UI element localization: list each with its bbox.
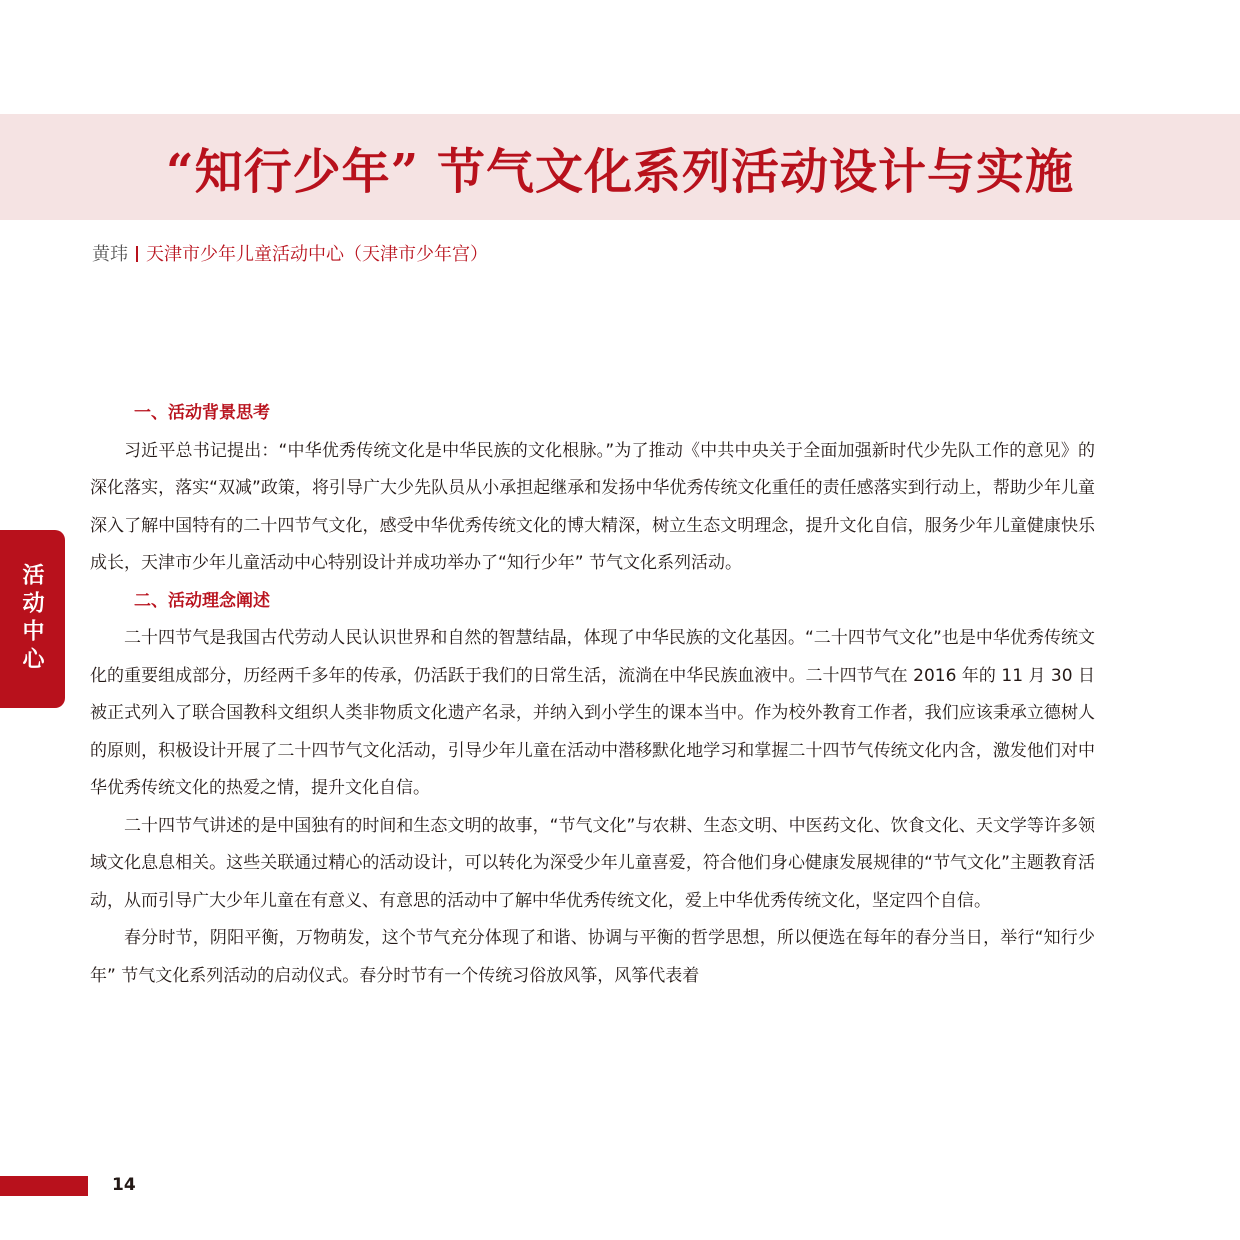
- byline: [92, 240, 488, 266]
- section-heading-background: 一、活动背景思考: [134, 403, 270, 423]
- section-side-tab: [0, 530, 65, 708]
- paragraph-concept-3: 春分时节，阴阳平衡，万物萌发，这个节气充分体现了和谐、协调与平衡的哲学思想，所以便选在每年的春分当日，举行“知行少年” 节气文化系列活动的启动仪式。春分时节有一个传统习俗放风筝，风筝代表着: [90, 928, 1095, 986]
- byline-separator: [136, 246, 138, 262]
- author-organization: 天津市少年儿童活动中心（天津市少年宫）: [146, 244, 488, 265]
- article-title: “知行少年” 节气文化系列活动设计与实施: [166, 143, 1074, 200]
- footer-accent-bar: [0, 1176, 88, 1196]
- page-number: 14: [112, 1175, 136, 1195]
- paragraph-background: 习近平总书记提出：“中华优秀传统文化是中华民族的文化根脉。”为了推动《中共中央关于全面加强新时代少先队工作的意见》的深化落实，落实“双减”政策，将引导广大少先队员从小承担起继承和发扬中华优秀传统文化重任的责任感落实到行动上，帮助少年儿童深入了解中国特有的二十四节气文化，感受中华优秀传统文化的博大精深，树立生态文明理念，提升文化自信，服务少年儿童健康快乐成长，天津市少年儿童活动中心特别设计并成功举办了“知行少年” 节气文化系列活动。: [90, 440, 1095, 573]
- paragraph-concept-2: 二十四节气讲述的是中国独有的时间和生态文明的故事，“节气文化”与农耕、生态文明、中医药文化、饮食文化、天文学等许多领域文化息息相关。这些关联通过精心的活动设计，可以转化为深受少年儿童喜爱，符合他们身心健康发展规律的“节气文化”主题教育活动，从而引导广大少年儿童在有意义、有意思的活动中了解中华优秀传统文化，爱上中华优秀传统文化，坚定四个自信。: [90, 815, 1095, 911]
- side-tab-label: 活动中心: [19, 563, 44, 675]
- article-body: [90, 395, 1095, 995]
- paragraph-concept-1: 二十四节气是我国古代劳动人民认识世界和自然的智慧结晶，体现了中华民族的文化基因。“二十四节气文化”也是中华优秀传统文化的重要组成部分，历经两千多年的传承，仍活跃于我们的日常生活，流淌在中华民族血液中。二十四节气在 2016 年的 11 月 30 日被正式列入了联合国教科文组织人类非物质文化遗产名录，并纳入到小学生的课本当中。作为校外教育工作者，我们应该秉承立德树人的原则，积极设计开展了二十四节气文化活动，引导少年儿童在活动中潜移默化地学习和掌握二十四节气传统文化内含，激发他们对中华优秀传统文化的热爱之情，提升文化自信。: [90, 628, 1095, 798]
- author-name: 黄玮: [92, 244, 128, 265]
- section-heading-concept: 二、活动理念阐述: [134, 590, 270, 611]
